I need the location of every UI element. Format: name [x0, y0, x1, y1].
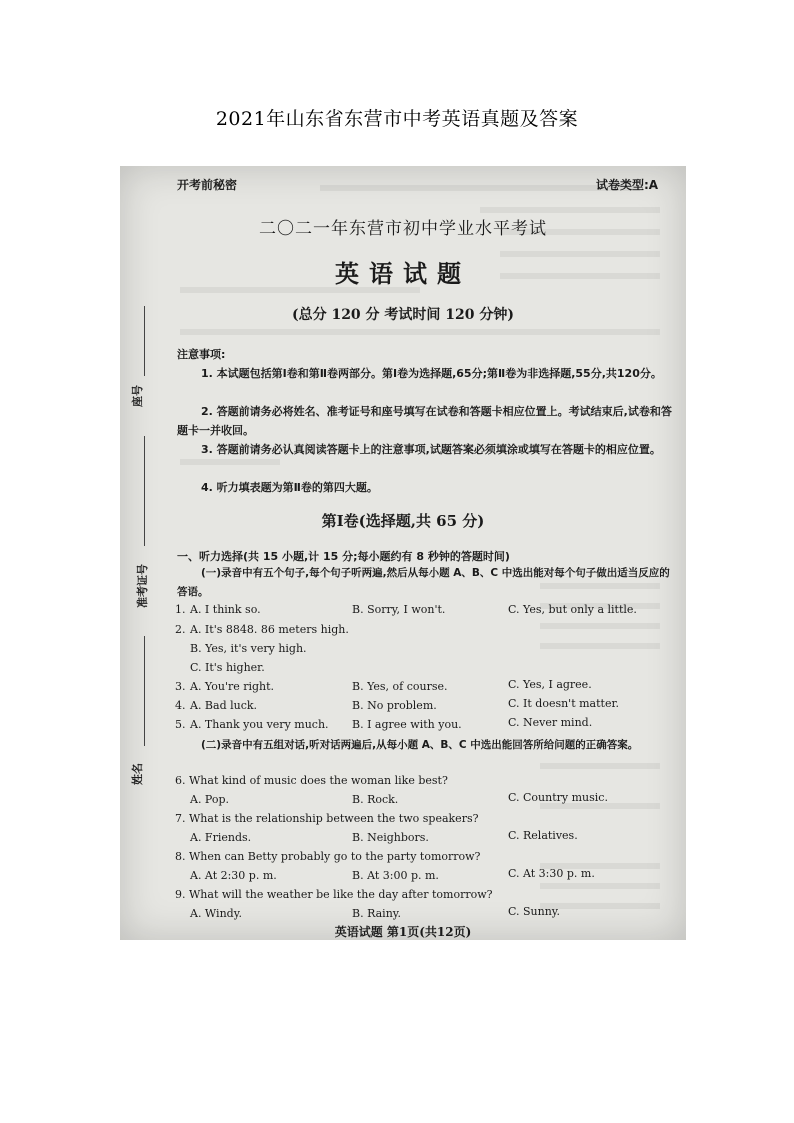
question-number: 3. [175, 680, 186, 693]
part1-title: 第Ⅰ卷(选择题,共 65 分) [321, 512, 485, 530]
paper-type-label: 试卷类型:A [596, 178, 659, 192]
option-a: A. Thank you very much. [190, 718, 329, 731]
question-stem: 8. When can Betty probably go to the party tomorrow? [175, 850, 481, 863]
exam-paper-photo [120, 166, 686, 940]
option-a: A. Pop. [190, 793, 230, 806]
note-item-1: 1. 本试题包括第Ⅰ卷和第Ⅱ卷两部分。第Ⅰ卷为选择题,65分;第Ⅱ卷为非选择题,55分,共120分。 [201, 367, 662, 380]
question-stem: 6. What kind of music does the woman like best? [175, 774, 448, 787]
section1-instruction-2: (二)录音中有五组对话,听对话两遍后,从每小题 A、B、C 中选出能回答所给问题的正确答案。 [201, 739, 639, 751]
option-b: B. Sorry, I won't. [352, 603, 446, 616]
option-c: C. It's higher. [190, 661, 265, 674]
question-number: 4. [175, 699, 186, 712]
document-title: 2021年山东省东营市中考英语真题及答案 [215, 108, 579, 130]
name-label: 姓名 [131, 763, 144, 785]
option-c: C. At 3:30 p. m. [508, 867, 595, 880]
confidential-label: 开考前秘密 [177, 178, 238, 192]
exam-title: 二〇二一年东营市初中学业水平考试 [259, 219, 547, 239]
option-b: B. No problem. [352, 699, 437, 712]
name-underline [144, 636, 145, 746]
option-b: B. Rock. [352, 793, 399, 806]
question-stem: 7. What is the relationship between the two speakers? [175, 812, 479, 825]
notes-heading: 注意事项: [177, 348, 226, 361]
note-item-3: 3. 答题前请务必认真阅读答题卡上的注意事项,试题答案必须填涂或填写在答题卡的相应位置。 [201, 443, 661, 456]
option-c: C. Country music. [508, 791, 608, 804]
option-b: B. Yes, it's very high. [190, 642, 307, 655]
question-number: 2. [175, 623, 186, 636]
note-item-4: 4. 听力填表题为第Ⅱ卷的第四大题。 [201, 481, 378, 494]
option-b: B. Rainy. [352, 907, 402, 920]
option-c: C. Relatives. [508, 829, 578, 842]
note-item-2: 2. 答题前请务必将姓名、准考证号和座号填写在试卷和答题卡相应位置上。考试结束后,试卷和答题卡一并收回。 [177, 405, 672, 437]
section1-instruction-1: (一)录音中有五个句子,每个句子听两遍,然后从每小题 A、B、C 中选出能对每个句子做出适当反应的答语。 [177, 567, 670, 598]
option-c: C. It doesn't matter. [508, 697, 620, 710]
option-c: C. Sunny. [508, 905, 561, 918]
option-c: C. Yes, but only a little. [508, 603, 637, 616]
option-a: A. You're right. [190, 680, 275, 693]
option-b: B. At 3:00 p. m. [352, 869, 439, 882]
score-time-info: (总分 120 分 考试时间 120 分钟) [291, 307, 515, 323]
option-a: A. At 2:30 p. m. [190, 869, 277, 882]
option-c: C. Yes, I agree. [508, 678, 592, 691]
question-stem: 9. What will the weather be like the day after tomorrow? [175, 888, 493, 901]
option-a: A. It's 8848. 86 meters high. [190, 623, 349, 636]
option-a: A. Bad luck. [190, 699, 258, 712]
question-number: 1. [175, 603, 186, 616]
option-a: A. Friends. [190, 831, 252, 844]
page-footer: 英语试题 第1页(共12页) [334, 925, 472, 939]
section1-title: 一、听力选择(共 15 小题,计 15 分;每小题约有 8 秒钟的答题时间) [177, 550, 510, 563]
option-b: B. Yes, of course. [352, 680, 448, 693]
question-number: 5. [175, 718, 186, 731]
option-b: B. Neighbors. [352, 831, 429, 844]
option-b: B. I agree with you. [352, 718, 462, 731]
option-a: A. Windy. [190, 907, 242, 920]
subject-title: 英语试题 [335, 259, 471, 288]
ticket-label: 准考证号 [136, 564, 149, 608]
option-a: A. I think so. [190, 603, 261, 616]
seat-label: 座号 [131, 385, 144, 407]
option-c: C. Never mind. [508, 716, 593, 729]
